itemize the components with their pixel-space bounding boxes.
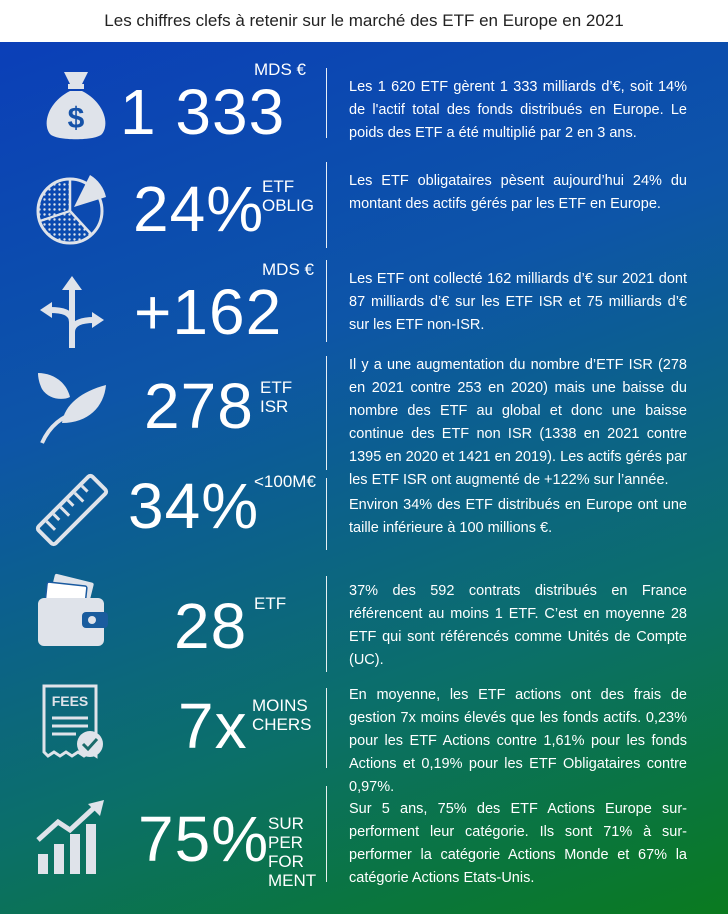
stat-description: Les ETF ont collecté 162 milliards d’€ sur 2021 dont 87 milliards d’€ sur les ETF ISR et 75 milliards d’€ sur les ETF non-ISR. — [349, 271, 687, 333]
stat-description: Environ 34% des ETF distribués en Europe ont une taille inférieure à 100 millions €. — [349, 497, 687, 536]
divider — [326, 260, 327, 342]
page-title: Les chiffres clefs à retenir sur le marché des ETF en Europe en 2021 — [104, 11, 624, 30]
divider — [326, 68, 327, 138]
infographic-panel — [0, 42, 728, 914]
svg-text:$: $ — [67, 102, 85, 135]
divider — [326, 478, 327, 550]
stat-value: 34% — [128, 470, 260, 542]
stat-description: Il y a une augmentation du nombre d’ETF ISR (278 en 2021 contre 253 en 2020) mais une baisse du nombre des ETF au global et donc une baisse continue des ETF non ISR (1338 en 2021 contre 1395 en 2020 et 1421 en 2019). Les actifs gérés par les ETF ISR ont augmenté de +122% sur l’année. — [349, 357, 687, 488]
divider — [326, 576, 327, 672]
stat-unit: MDS € — [262, 260, 314, 279]
stat-unit: ETF — [254, 594, 287, 613]
stat-value: 28 — [174, 590, 248, 662]
pie-chart-icon — [32, 167, 112, 247]
stat-description: 37% des 592 contrats distribués en France référencent au moins 1 ETF. C’est en moyenne 28 ETF qui sont référencés comme Unités de Compte (UC). — [349, 583, 687, 668]
stat-description: Sur 5 ans, 75% des ETF Actions Europe sur-performent leur catégorie. Ils sont 71% à sur-performer la catégorie Actions Monde et 67% la catégorie Actions Etats-Unis. — [349, 801, 687, 886]
stat-description: Les ETF obligataires pèsent aujourd’hui 24% du montant des actifs gérés par les ETF en Europe. — [349, 173, 687, 212]
stat-value: 7x — [178, 690, 248, 762]
stat-value: 278 — [144, 370, 254, 442]
stat-value: +162 — [134, 276, 283, 348]
stat-value: 24% — [133, 173, 265, 245]
stat-description: Les 1 620 ETF gèrent 1 333 milliards d’€, soit 14% de l'actif total des fonds distribués en Europe. Le poids des ETF a été multiplié par 2 en 3 ans. — [349, 79, 687, 141]
stat-value: 75% — [138, 803, 270, 875]
divider — [326, 688, 327, 768]
divider — [326, 162, 327, 248]
growth-chart-icon — [32, 798, 112, 878]
stat-unit: SUR PER FOR MENT — [268, 814, 317, 890]
stat-unit: MDS € — [254, 60, 306, 79]
fees-label: FEES — [51, 693, 89, 709]
stat-unit: ETF OBLIG — [262, 177, 314, 215]
stat-unit: MOINS CHERS — [252, 696, 312, 734]
leaves-icon — [32, 367, 112, 447]
stat-unit: <100M€ — [254, 472, 316, 491]
stat-value: 1 333 — [120, 76, 286, 148]
split-arrows-icon — [32, 272, 112, 352]
divider — [326, 786, 327, 882]
stat-description: En moyenne, les ETF actions ont des frais de gestion 7x moins élevés que les fonds actifs. 0,23% pour les ETF Actions contre 1,61% pour les fonds Actions et 0,19% pour les ETF Obligataires contre 0,97%. — [349, 687, 687, 795]
ruler-icon — [32, 470, 112, 550]
wallet-icon — [32, 572, 112, 652]
money-bag-icon — [36, 64, 116, 144]
divider — [326, 356, 327, 470]
fees-receipt-icon — [32, 682, 112, 762]
stat-unit: ETF ISR — [260, 378, 293, 416]
